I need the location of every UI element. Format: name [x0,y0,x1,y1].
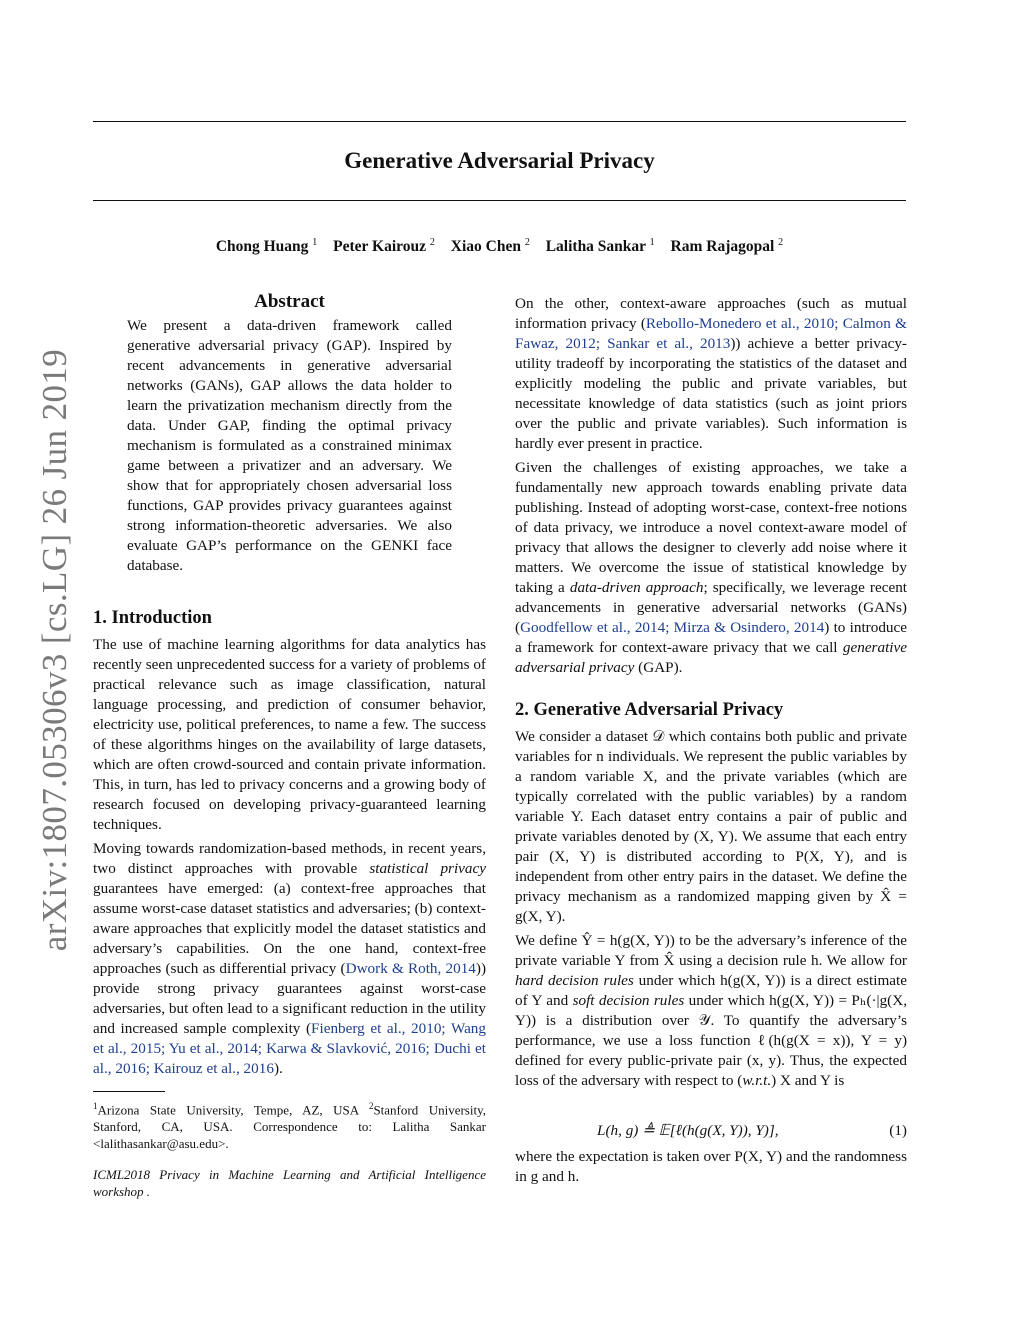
citation-link[interactable]: Goodfellow et al., 2014; Mirza & Osindero, 2014 [520,619,825,636]
right-paragraph-1: On the other, context-aware approaches (such as mutual information privacy (Rebollo-Monedero et al., 2010; Calmon & Fawaz, 2012; Sankar et al., 2013)) achieve a better privacy-utility tradeoff by incorporating the statistics of the dataset and explicitly modeling the public and private variables, but necessitate knowledge of data statistics (such as joint priors over the public and private variables). Such information is hardly ever present in practice. [515,295,907,452]
citation-link[interactable]: Dwork & Roth, 2014 [345,960,476,977]
author: Xiao Chen $^2$ [450,237,530,256]
equation-body: L(h, g) ≜ 𝔼[ℓ(h(g(X, Y)), Y)], [597,1122,779,1139]
section2-paragraph-3: where the expectation is taken over P(X, Y) and the randomness in g and h. [515,1148,907,1185]
right-paragraph-2: Given the challenges of existing approaches, we take a fundamentally new approach towards enabling private data publishing. Instead of adopting worst-case, context-free notions of data privacy, we introduce a novel context-aware model of privacy that allows the designer to cleverly add noise where it matters. We overcome the issue of statistical knowledge by taking a data-driven approach; specifically, we leverage recent advancements in generative adversarial networks (GANs) (Goodfellow et al., 2014; Mirza & Osindero, 2014) to introduce a framework for context-aware privacy that we call generative adversarial privacy (GAP). [515,459,908,676]
venue-note: ICML2018 Privacy in Machine Learning and Artificial Intelligence workshop . [93,1167,486,1200]
abstract-text: We present a data-driven framework called generative adversarial privacy (GAP). Inspired by recent advancements in generative adversarial networks (GANs), GAP allows the data holder to learn the privatization mechanism directly from the data. Under GAP, finding the optimal privacy mechanism is formulated as a constrained minimax game between a privatizer and an adversary. We show that for appropriately chosen adversarial loss functions, GAP provides privacy guarantees against strong information-theoretic adversaries. We also evaluate GAP’s performance on the GENKI face database. [127,317,452,574]
author: Ram Rajagopal $^2$ [670,237,784,256]
author: Chong Huang $^1$ [215,237,318,256]
author: Lalitha Sankar $^1$ [545,237,655,256]
paper-title: Generative Adversarial Privacy [344,148,655,173]
intro-heading: 1. Introduction [93,608,212,628]
intro-paragraph-1: The use of machine learning algorithms for data analytics has recently seen unprecedented success for a variety of problems of practical relevance such as image classification, natural language processing, and prediction of consumer behavior, electricity use, political preferences, to name a few. The success of these algorithms hinges on the availability of large datasets, which are often crowd-sourced and contain private information. This, in turn, has led to privacy concerns and a growing body of research focused on developing privacy-guaranteed learning techniques. [93,636,486,833]
intro-paragraph-2: Moving towards randomization-based methods, in recent years, two distinct approaches with provable statistical privacy guarantees have emerged: (a) context-free approaches that assume worst-case dataset statistics and adversaries; (b) context-aware approaches that explicitly model the dataset statistics and adversary’s capabilities. On the one hand, context-free approaches (such as differential privacy (Dwork & Roth, 2014)) provide strong privacy guarantees against worst-case adversaries, but often lead to a significant reduction in the utility and increased sample complexity (Fienberg et al., 2010; Wang et al., 2015; Yu et al., 2014; Karwa & Slavković, 2016; Duchi et al., 2016; Kairouz et al., 2016). [93,840,487,1077]
section2-paragraph-1: We consider a dataset 𝒟 which contains both public and private variables for n individuals. We represent the public variables by a random variable X, and the private variables (which are typically correlated with the public variables) by a random variable Y. Each dataset entry contains a pair of public and private variables denoted by (X, Y). We assume that each entry pair (X, Y) is distributed according to P(X, Y), and is independent from other entry pairs in the dataset. We define the privacy mechanism as a randomized mapping given by X̂ = g(X, Y). [515,728,907,925]
left-column [93,292,486,1200]
author-list [93,237,906,256]
abstract-heading: Abstract [254,291,325,312]
section2-paragraph-2: We define Ŷ = h(g(X, Y)) to be the adversary’s inference of the private variable Y from X̂ using a decision rule h. We allow for hard decision rules under which h(g(X, Y)) is a direct estimate of Y and soft decision rules under which h(g(X, Y)) = Pₕ(·|g(X, Y)) is a distribution over 𝒴. To quantify the adversary’s performance, we use a loss function ℓ(h(g(X = x)), Y = y) defined for every public-private pair (x, y). Thus, the expected loss of the adversary with respect to (w.r.t.) X and Y is [515,932,908,1089]
affiliation-footnote: $^1$Arizona State University, Tempe, AZ, USA $^2$Stanford University, Stanford, CA, USA. Correspondence to: Lalitha Sankar <lalithasankar@asu.edu>. [93,1101,486,1152]
arxiv-side-label: arXiv:1807.05306v3 [cs.LG] 26 Jun 2019 [35,348,74,952]
section2-heading: 2. Generative Adversarial Privacy [515,700,784,720]
citation-link[interactable]: Rebollo-Monedero et al., 2010; Calmon & Fawaz, 2012; Sankar et al., 2013 [515,315,907,352]
equation-number: (1) [889,1122,907,1139]
equation-1 [515,1117,907,1143]
right-column [515,294,907,1187]
citation-link[interactable]: Fienberg et al., 2010; Wang et al., 2015; Yu et al., 2014; Karwa & Slavković, 2016; Duchi et al., 2016; Kairouz et al., 2016 [93,1020,486,1077]
title-rule-bottom [93,200,906,201]
author: Peter Kairouz $^2$ [333,237,435,256]
footnote-rule [93,1091,165,1092]
title-rule-top [93,121,906,122]
